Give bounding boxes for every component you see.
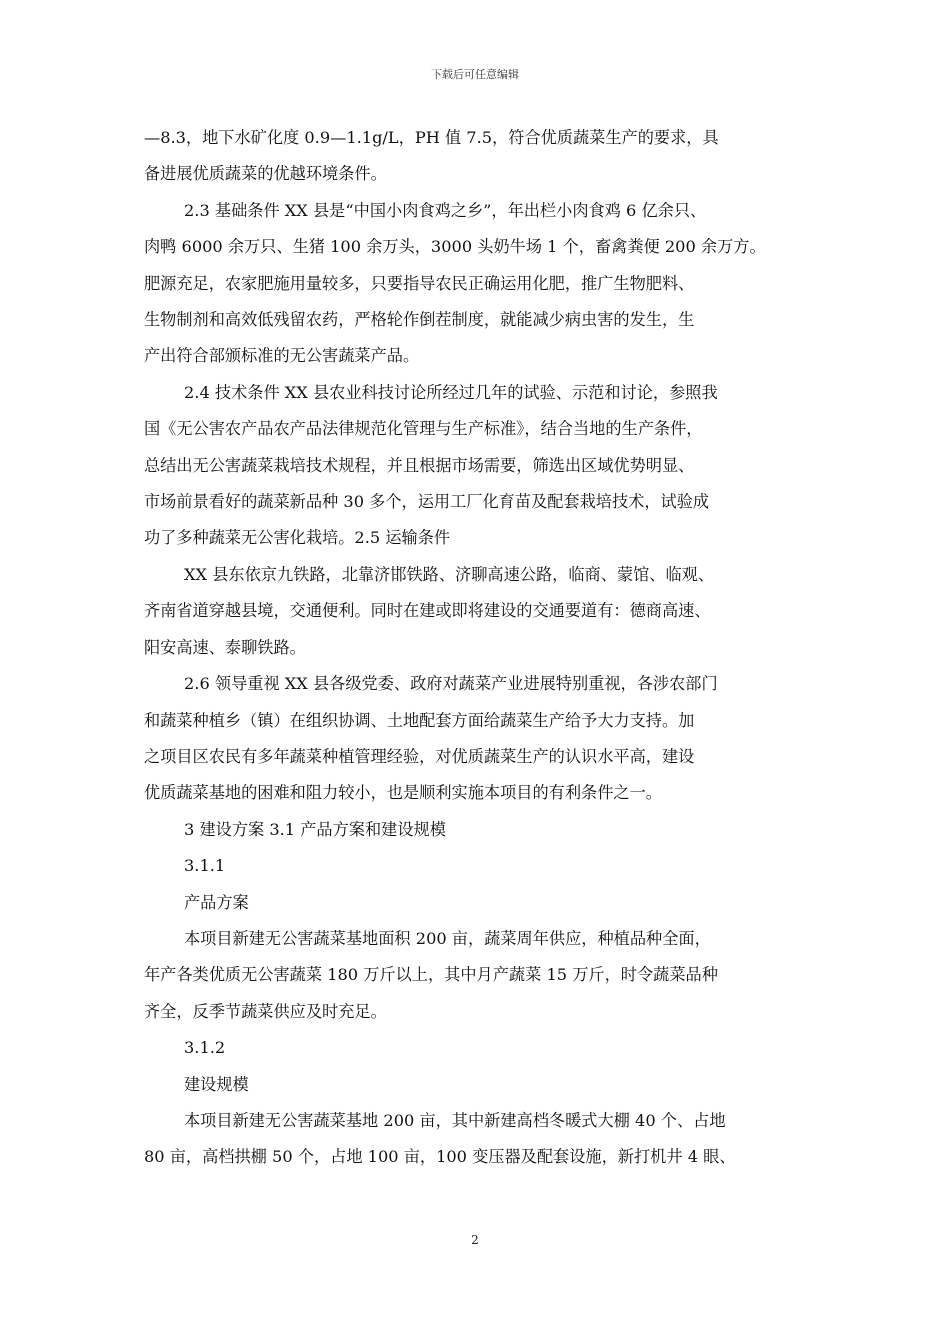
text-line: 功了多种蔬菜无公害化栽培。2.5 运输条件	[144, 528, 451, 548]
text-line: 市场前景看好的蔬菜新品种 30 多个，运用工厂化育苗及配套栽培技术，试验成	[144, 492, 710, 512]
text-line: XX 县东依京九铁路，北靠济邯铁路、济聊高速公路，临商、蒙馆、临观、	[184, 564, 715, 584]
text-line: 2.4 技术条件 XX 县农业科技讨论所经过几年的试验、示范和讨论，参照我	[184, 382, 718, 402]
text-line: 优质蔬菜基地的困难和阻力较小，也是顺利实施本项目的有利条件之一。	[144, 783, 662, 803]
text-line: 80 亩，高档拱棚 50 个，占地 100 亩，100 变压器及配套设施，新打机井 4 眼、	[144, 1147, 736, 1167]
subsection-title: 建设规模	[184, 1074, 249, 1094]
page-header: 下载后可任意编辑	[431, 68, 519, 81]
text-line: 肉鸭 6000 余万只、生猪 100 余万头，3000 头奶牛场 1 个，畜禽粪便 200 余万方。	[144, 237, 766, 257]
text-line: 备进展优质蔬菜的优越环境条件。	[144, 164, 387, 184]
text-line: 之项目区农民有多年蔬菜种植管理经验，对优质蔬菜生产的认识水平高，建设	[144, 746, 695, 766]
text-line: 本项目新建无公害蔬菜基地面积 200 亩，蔬菜周年供应，种植品种全面，	[184, 928, 711, 948]
text-line: 肥源充足，农家肥施用量较多，只要指导农民正确运用化肥，推广生物肥料、	[144, 273, 695, 293]
text-line: 2.6 领导重视 XX 县各级党委、政府对蔬菜产业进展特别重视，各涉农部门	[184, 674, 718, 694]
text-line: 产出符合部颁标准的无公害蔬菜产品。	[144, 346, 420, 366]
text-line: 2.3 基础条件 XX 县是“中国小肉食鸡之乡”，年出栏小肉食鸡 6 亿余只、	[184, 200, 707, 220]
text-line: 阳安高速、泰聊铁路。	[144, 637, 306, 657]
section-heading: 3 建设方案 3.1 产品方案和建设规模	[184, 819, 446, 839]
page-number: 2	[471, 1233, 479, 1247]
subsection-number: 3.1.2	[184, 1038, 226, 1058]
text-line: 齐南省道穿越县境，交通便利。同时在建或即将建设的交通要道有：德商高速、	[144, 601, 711, 621]
text-line: 本项目新建无公害蔬菜基地 200 亩，其中新建高档冬暖式大棚 40 个、占地	[184, 1110, 726, 1130]
document-body	[144, 120, 824, 1176]
text-line: 国《无公害农产品农产品法律规范化管理与生产标准》，结合当地的生产条件，	[144, 419, 703, 439]
subsection-title: 产品方案	[184, 892, 249, 912]
text-line: 生物制剂和高效低残留农药，严格轮作倒茬制度，就能减少病虫害的发生，生	[144, 310, 695, 330]
subsection-number: 3.1.1	[184, 856, 226, 876]
text-line: 总结出无公害蔬菜栽培技术规程，并且根据市场需要，筛选出区域优势明显、	[144, 455, 695, 475]
text-line: —8.3，地下水矿化度 0.9—1.1g/L，PH 值 7.5，符合优质蔬菜生产的要求，具	[144, 128, 719, 147]
text-line: 年产各类优质无公害蔬菜 180 万斤以上，其中月产蔬菜 15 万斤，时令蔬菜品种	[144, 965, 718, 985]
text-line: 和蔬菜种植乡（镇）在组织协调、土地配套方面给蔬菜生产给予大力支持。加	[144, 710, 695, 730]
text-line: 齐全，反季节蔬菜供应及时充足。	[144, 1001, 387, 1021]
